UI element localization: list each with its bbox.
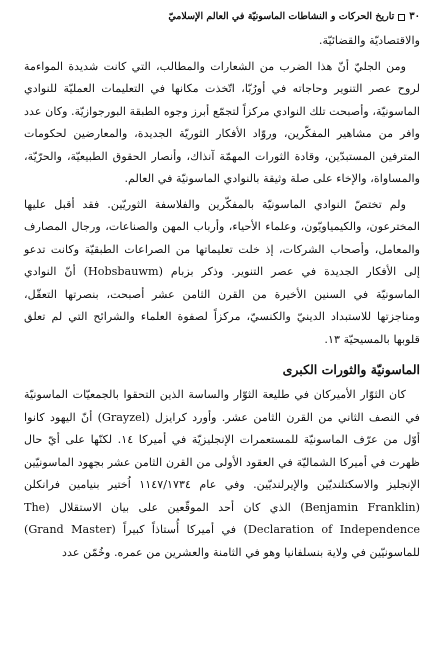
paragraph-continuation: والاقتصاديّة والقضائيّة. xyxy=(318,34,420,47)
body-text xyxy=(24,30,420,564)
section-heading: الماسونيّة والثورات الكبرى xyxy=(282,362,420,377)
running-title: تاريخ الحركات و النشاطات الماسونيّة في العالم الإسلاميّ xyxy=(168,11,395,22)
header-square-icon xyxy=(398,14,405,21)
page-number: ٣٠ xyxy=(409,11,420,22)
paragraph: كان الثوّار الأميركان في طليعة الثوّار والساسة الذين التحقوا بالجمعيّات الماسونيّة في النصف الثاني من القرن الثامن عشر. وأورد كرايزل (Grayzel) أنّ اليهود كانوا أوّل من عرّف الماسونيّة للمستعمرات الإنجليزيّة في أميركا ١٤. لكنّها على أيّ حال ظهرت في أميركا الشماليّة في العقود الأولى من القرن الثامن عشر بجهود الماسونيّين الإنجليز والاسكتلنديّين والإيرلنديّين. وفي عام ١١٤٧/١٧٣٤ اُختير بنيامين فرانكلن (Benjamin Franklin) الذي كان أحد الموقّعين على بيان الاستقلال (The Declaration of Independence) في أميركا أُستاذاً كبيراً (Grand Master) للماسونيّين في ولاية بنسلفانيا وهو في الثامنة والعشرين من عمره. وخُمّن عدد xyxy=(24,388,421,559)
running-header xyxy=(24,10,420,24)
paragraph: ومن الجليّ أنّ هذا الضرب من الشعارات والمطالب، التي كانت شديدة المواءمة لروح عصر التنوير وحاجاته في أورُبّا، اتّخذت مكانها في التعليمات العمليّة للنوادي الماسونيّة، وأصبحت تلك النوادي مركزاً لتجمّع أبرز وجوه الطبقة البورجوازيّة. وكان عدد وافر من مشاهير المفكّرين، وروّاد الأفكار الثوريّة الجديدة، والمعارضين لحكومات المترفين المستبدّين، وقادة الثورات المهمّة آنذاك، وأنصار الحقوق الطبيعيّة، والحرّيّة، والمساواة، والإخاء على صلة وثيقة بالنوادي الماسونيّة في العالم. xyxy=(24,59,420,185)
paragraph: ولم تختصّ النوادي الماسونيّة بالمفكّرين والفلاسفة الثوريّين. فقد أقبل عليها المخترعون، والكيمياويّون، وعلماء الأحياء، وأرباب المهن والصناعات، ورجال المصارف والمعامل، وأصحاب الشركات، إذ خلت تعليماتها من الصراعات الطبقيّة وكانت تدعو إلى الأفكار الجديدة في عصر التنوير. وذكر بزبام (Hobsbauwm) أنّ النوادي الماسونيّة في السنين الأخيرة من القرن الثامن عشر أصبحت، بنصرتها التعقّل، ومناجزتها للاستبداد الدينيّ والكنسيّ، مركزاً لصفوة العلماء والشرائح التي لم تعلق قلوبها بالمسيحيّة ١٣. xyxy=(24,197,420,346)
